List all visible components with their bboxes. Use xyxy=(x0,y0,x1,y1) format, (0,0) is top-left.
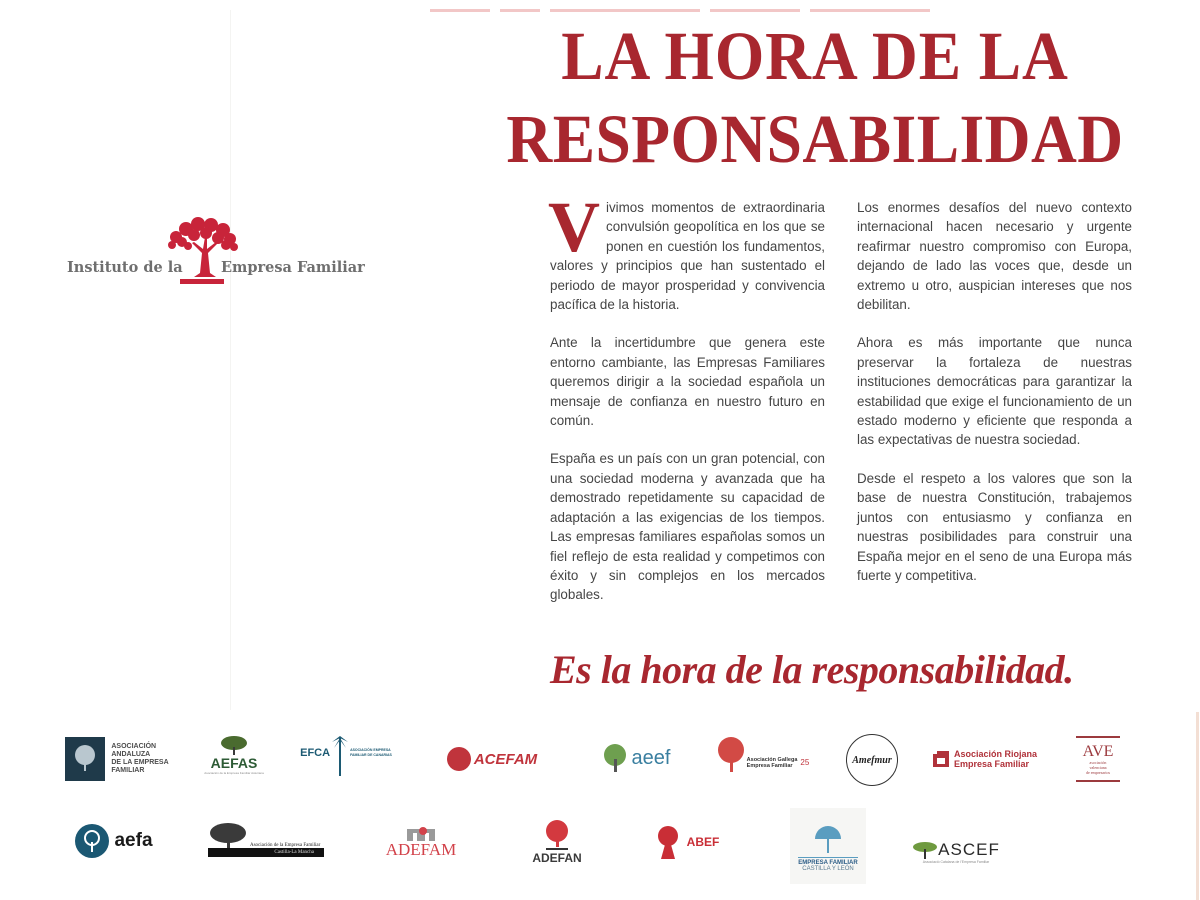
tree-icon xyxy=(811,821,845,855)
paragraph: Los enormes desafíos del nuevo contexto internacional hacen necesario y urgente reafirmar nuestro compromiso con Europa, dejando de lado las voces que, desde un extremo u otro, auspician intereses que nos debilitan. xyxy=(857,200,1132,313)
palm-tree-icon xyxy=(330,728,350,778)
logo-ave: AVE asociación valenciana de empresarios xyxy=(1076,736,1120,782)
paragraph: Vivimos momentos de extraordinaria convulsión geopolítica en los que se ponen en cuestión los fundamentos, valores y principios que han sustentado el periodo de mayor prosperidad y convivencia pacífica de la historia. xyxy=(548,187,825,313)
page-divider xyxy=(230,10,231,710)
logo-aefas: AEFAS Asociación de la Empresa Familiar Asturiana xyxy=(204,727,264,782)
logo-castilla-la-mancha: Asociación de la Empresa Familiar Castilla-La Mancha xyxy=(208,820,324,858)
logo-gallega: Asociación Gallega Empresa Familiar 25 xyxy=(714,734,810,776)
page-title xyxy=(470,18,1160,177)
logo-ascef: ASCEF Associació Catalana de l'Empresa Familiar xyxy=(910,834,1002,870)
tree-icon xyxy=(715,736,747,774)
tree-icon xyxy=(912,841,938,859)
instituto-empresa-familiar-logo xyxy=(66,215,376,287)
body-column-left xyxy=(548,187,825,624)
square-mark-icon xyxy=(933,751,949,767)
logo-castilla-y-leon: EMPRESA FAMILIAR CASTILLA Y LEÓN xyxy=(790,808,866,884)
logo-adefan: ADEFAN xyxy=(525,810,589,874)
paragraph: Ante la incertidumbre que genera este entorno cambiante, las Empresas Familiares queremos dirigir a la sociedad española un mensaje de confianza en nuestro futuro en común. xyxy=(550,335,825,429)
tree-icon xyxy=(600,743,630,773)
logo-text-right: Empresa Familiar xyxy=(221,259,365,276)
title-line-2: RESPONSABILIDAD xyxy=(506,101,1124,177)
paragraph: Ahora es más importante que nunca preservar la fortaleza de nuestras instituciones democráticas para garantizar la estabilidad que exige el funcionamiento de un estado moderno y eficiente que responda a las expectativas de nuestra sociedad. xyxy=(857,335,1132,448)
closing-statement: Es la hora de la responsabilidad. xyxy=(550,647,1074,692)
logo-adefam: ADEFAM xyxy=(378,818,464,862)
body-column-right xyxy=(857,198,1132,604)
logo-aefa: aefa xyxy=(64,822,164,860)
tree-icon xyxy=(651,825,685,859)
drop-cap: V xyxy=(548,187,600,267)
logo-amefmur: Amefmur xyxy=(846,734,898,786)
logo-aeef: aeef xyxy=(592,740,678,776)
tree-icon xyxy=(208,822,248,848)
paragraph: España es un país con un gran potencial, con una sociedad moderna y avanzada que ha demostrado repetidamente su capacidad de adaptación a las exigencias de los tiempos. Las empresas familiares españolas somos un fiel reflejo de esta realidad y competimos con éxito y sin complejos en los mercados globales. xyxy=(550,451,825,603)
title-line-1: LA HORA DE LA xyxy=(561,18,1069,94)
tree-circle-icon xyxy=(75,824,109,858)
logo-andaluza: ASOCIACIÓN ANDALUZA DE LA EMPRESA FAMILIAR xyxy=(62,736,172,782)
page-edge xyxy=(1196,712,1199,900)
logo-text-left: Instituto de la xyxy=(67,259,183,276)
gate-icon xyxy=(401,823,441,841)
logo-acefam: ACEFAM xyxy=(442,744,542,774)
logo-abef: ABEF xyxy=(640,822,730,862)
paragraph: Desde el respeto a los valores que son la base de nuestra Constitución, trabajemos juntos con entusiasmo y confianza en nuestras posibilidades para construir una España mejor en el seno de una Europa más fuerte y competitiva. xyxy=(857,470,1132,583)
tree-circle-icon xyxy=(447,747,471,771)
tree-badge-icon xyxy=(65,737,105,781)
logo-efca: EFCA ASOCIACIÓN EMPRESA FAMILIAR DE CANARIAS xyxy=(300,727,392,779)
tree-icon xyxy=(219,735,249,755)
tree-icon xyxy=(542,819,572,851)
logo-riojana: Asociación Riojana Empresa Familiar xyxy=(930,746,1040,772)
cropped-previous-line xyxy=(430,9,970,15)
